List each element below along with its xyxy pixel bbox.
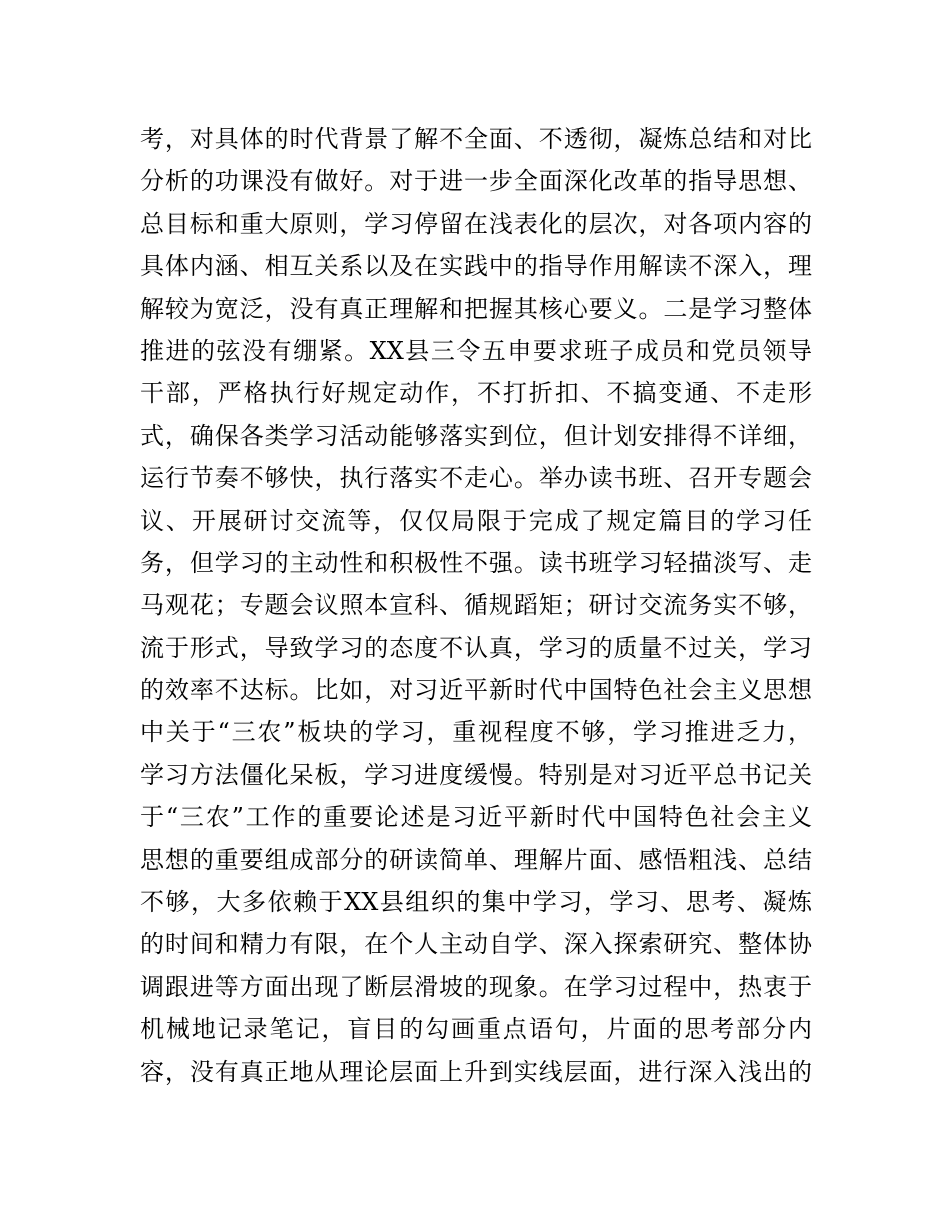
text-line: 总目标和重大原则，学习停留在浅表化的层次，对各项内容的 [140,209,812,238]
text-line: 推进的弦没有绷紧。XX县三令五申要求班子成员和党员领导 [140,336,812,365]
text-line: 机械地记录笔记，盲目的勾画重点语句，片面的思考部分内 [140,1015,812,1044]
text-line: 解较为宽泛，没有真正理解和把握其核心要义。二是学习整体 [140,294,812,323]
text-line: 的时间和精力有限，在个人主动自学、深入探索研究、整体协 [140,930,812,959]
text-line: 的效率不达标。比如，对习近平新时代中国特色社会主义思想 [140,676,812,705]
text-line: 具体内涵、相互关系以及在实践中的指导作用解读不深入，理 [140,252,812,281]
text-line: 不够，大多依赖于XX县组织的集中学习，学习、思考、凝炼 [140,888,812,917]
text-line: 容，没有真正地从理论层面上升到实线层面，进行深入浅出的 [140,1057,812,1086]
text-line: 于“三农”工作的重要论述是习近平新时代中国特色社会主义 [140,803,812,832]
document-body [140,118,812,1093]
text-line: 中关于“三农”板块的学习，重视程度不够，学习推进乏力， [140,718,812,747]
text-line: 学习方法僵化呆板，学习进度缓慢。特别是对习近平总书记关 [140,760,812,789]
text-line: 分析的功课没有做好。对于进一步全面深化改革的指导思想、 [140,167,812,196]
text-line: 流于形式，导致学习的态度不认真，学习的质量不过关，学习 [140,633,812,662]
text-line: 马观花；专题会议照本宣科、循规蹈矩；研讨交流务实不够， [140,591,812,620]
text-line: 运行节奏不够快，执行落实不走心。举办读书班、召开专题会 [140,464,812,493]
text-line: 议、开展研讨交流等，仅仅局限于完成了规定篇目的学习任 [140,506,812,535]
text-line: 考，对具体的时代背景了解不全面、不透彻，凝炼总结和对比 [140,125,812,153]
text-line: 干部，严格执行好规定动作，不打折扣、不搞变通、不走形 [140,379,812,408]
text-line: 务，但学习的主动性和积极性不强。读书班学习轻描淡写、走 [140,548,812,577]
text-line: 式，确保各类学习活动能够落实到位，但计划安排得不详细， [140,421,812,450]
text-line: 调跟进等方面出现了断层滑坡的现象。在学习过程中，热衷于 [140,972,812,1001]
text-line: 思想的重要组成部分的研读简单、理解片面、感悟粗浅、总结 [140,845,812,874]
